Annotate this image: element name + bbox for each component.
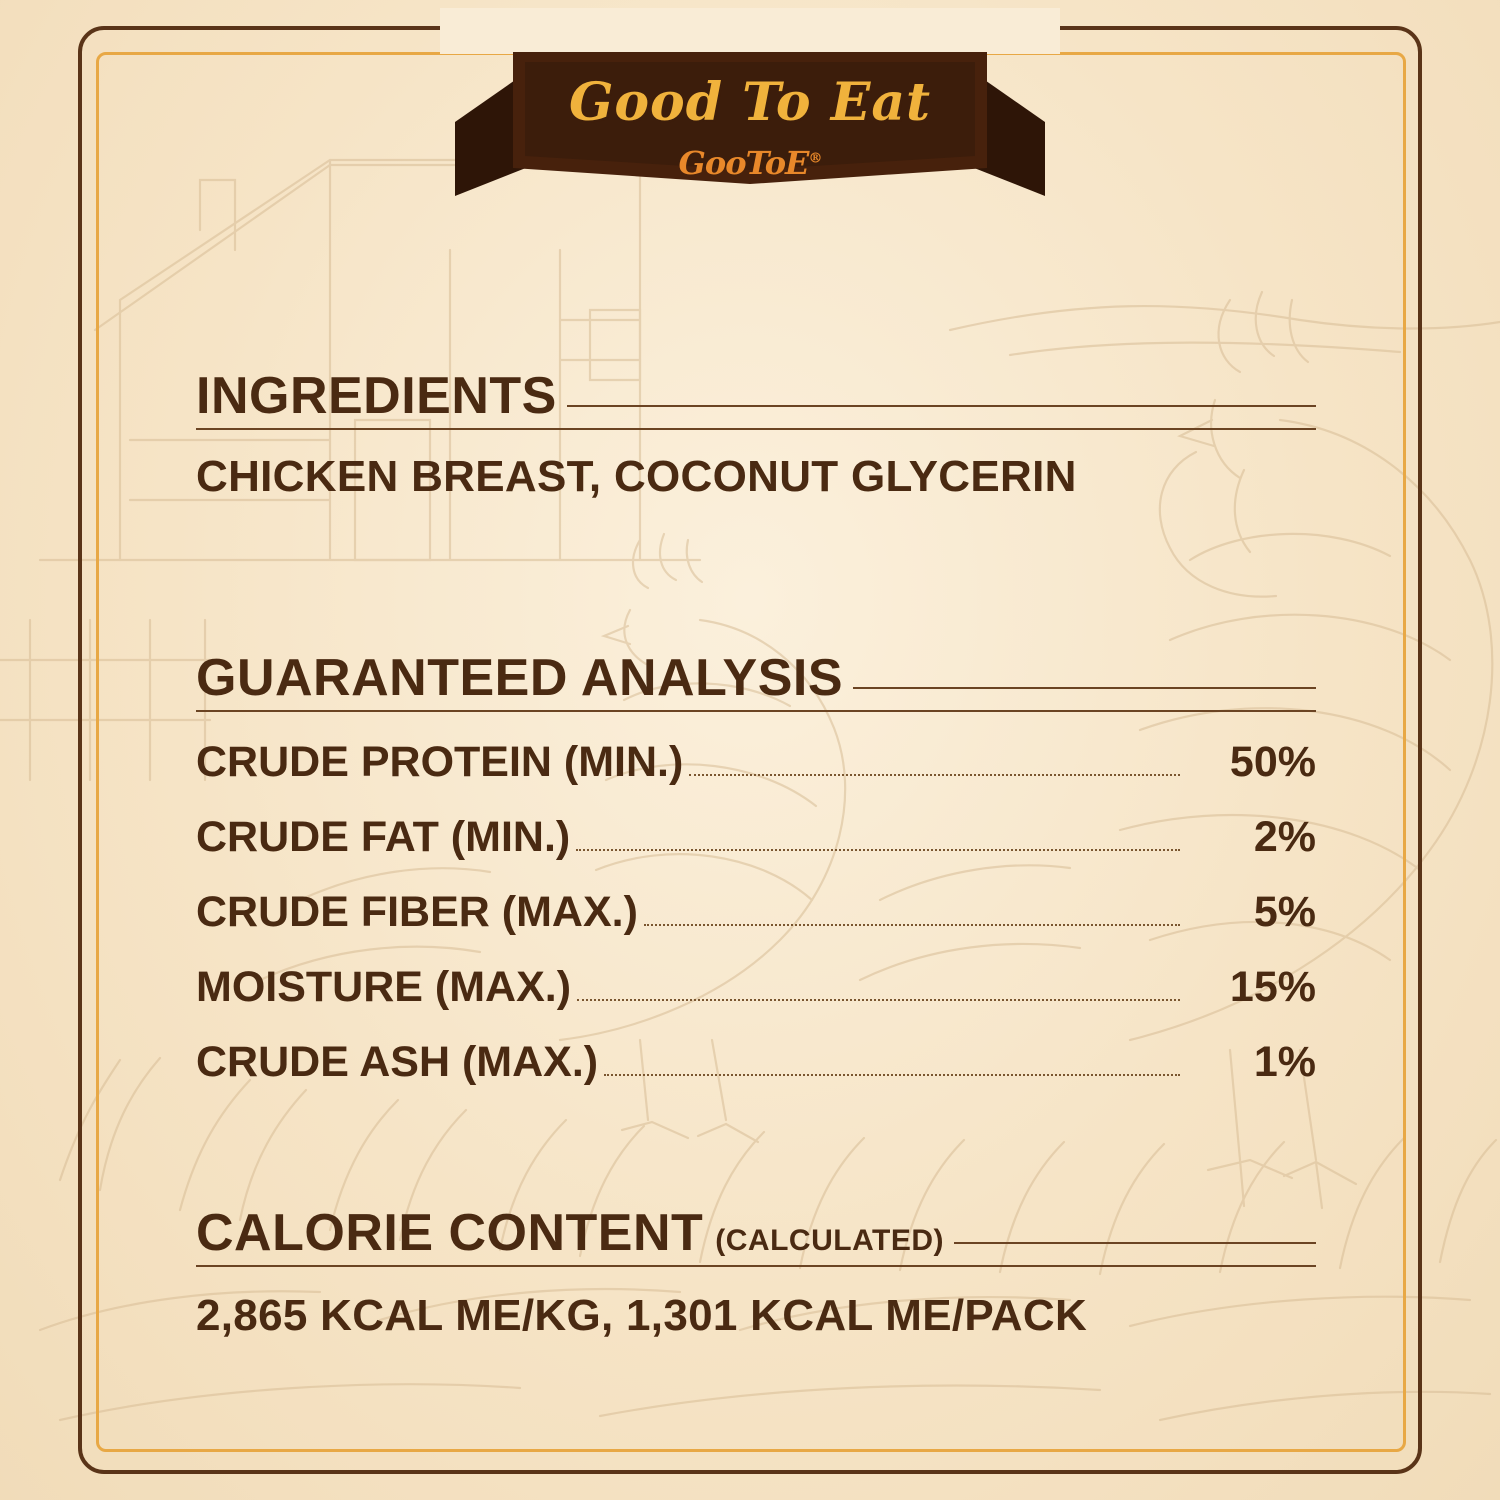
brand-banner (455, 44, 1045, 196)
table-row (196, 888, 1316, 937)
nutrient-value: 5% (1253, 888, 1316, 936)
guaranteed-analysis-section (196, 649, 1316, 1087)
nutrient-label: CRUDE FIBER (MAX.) (196, 888, 638, 936)
heading-rule (853, 687, 1316, 689)
leader-dots (689, 774, 1180, 776)
nutrient-label: CRUDE ASH (MAX.) (196, 1038, 599, 1086)
table-row (196, 1038, 1316, 1087)
ingredients-text: CHICKEN BREAST, COCONUT GLYCERIN (196, 452, 1077, 501)
nutrient-label: MOISTURE (MAX.) (196, 963, 572, 1011)
label-content (196, 367, 1316, 1341)
nutrient-label: CRUDE PROTEIN (MIN.) (196, 738, 684, 786)
calorie-content-subheading: (CALCULATED) (715, 1224, 944, 1257)
brand-logo-text (455, 144, 1045, 182)
nutrient-value: 50% (1229, 738, 1316, 786)
nutrient-value: 2% (1253, 813, 1316, 861)
leader-dots (644, 924, 1180, 926)
leader-dots (577, 999, 1180, 1001)
ingredients-section (196, 367, 1316, 502)
table-row (196, 738, 1316, 787)
nutrient-label: CRUDE FAT (MIN.) (196, 813, 571, 861)
registered-mark: ® (808, 150, 822, 167)
calorie-content-section (196, 1204, 1316, 1341)
calorie-content-heading: CALORIE CONTENT (196, 1204, 704, 1262)
calorie-content-heading-row (196, 1204, 1316, 1262)
table-row (196, 963, 1316, 1012)
calorie-content-underline (196, 1265, 1316, 1267)
ingredients-underline (196, 428, 1316, 430)
ingredients-heading-row (196, 367, 1316, 425)
table-row (196, 813, 1316, 862)
ingredients-heading: INGREDIENTS (196, 367, 557, 425)
heading-rule (567, 405, 1316, 407)
analysis-table (196, 738, 1316, 1087)
brand-title: Good To Eat (568, 72, 932, 133)
guaranteed-analysis-heading-row (196, 649, 1316, 707)
nutrient-value: 1% (1253, 1038, 1316, 1086)
logo-word: GooToE (678, 144, 809, 182)
nutrient-value: 15% (1229, 963, 1316, 1011)
guaranteed-analysis-heading: GUARANTEED ANALYSIS (196, 649, 844, 707)
guaranteed-analysis-underline (196, 710, 1316, 712)
calorie-content-text: 2,865 KCAL ME/KG, 1,301 KCAL ME/PACK (196, 1291, 1088, 1340)
leader-dots (604, 1074, 1180, 1076)
leader-dots (576, 849, 1180, 851)
heading-rule (954, 1242, 1316, 1244)
spacer (196, 502, 1316, 652)
spacer (196, 1087, 1316, 1207)
